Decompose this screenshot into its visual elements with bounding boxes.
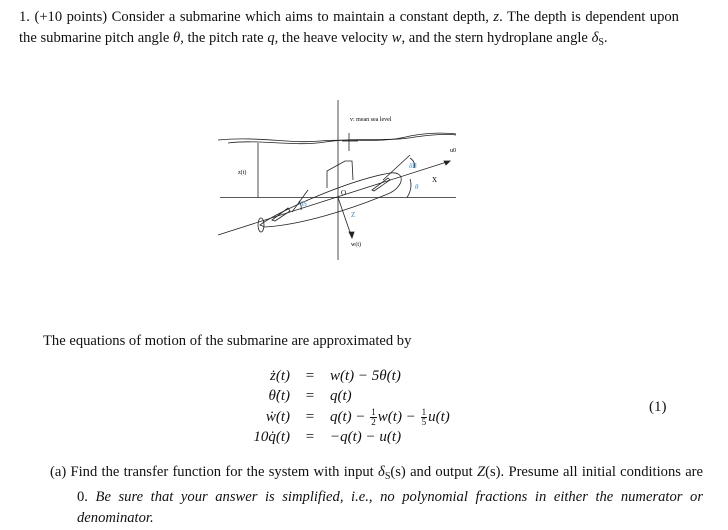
text: , and the stern hydroplane angle: [401, 30, 588, 46]
text: . The depth is dependent upon the submarine pitch angle: [19, 9, 679, 46]
depth-label: z(t): [238, 170, 247, 176]
input-arg: (s): [390, 464, 406, 480]
text: Find the transfer function for the system with input: [70, 464, 374, 480]
equation-row: [240, 428, 450, 449]
equation-rhs: w(t) − 5θ(t): [330, 367, 401, 384]
var-theta: θ: [173, 30, 181, 46]
denominator: 5: [421, 416, 427, 427]
heave-label: w(t): [351, 242, 361, 248]
velocity-label: u0: [450, 148, 456, 154]
equation-system: [240, 366, 450, 448]
text: .: [603, 30, 608, 46]
equation-row: [240, 387, 450, 408]
sea-surface-2: [228, 134, 456, 143]
equals-sign: =: [305, 429, 315, 446]
numerator: 1: [421, 406, 427, 417]
equations-intro: The equations of motion of the submarine are approximated by: [43, 333, 412, 349]
pitch-label: θ: [415, 183, 419, 191]
var-z: z: [493, 9, 500, 25]
fraction: [421, 408, 428, 427]
stern-plane-label: δS: [300, 200, 307, 208]
equation-row: [240, 407, 450, 428]
output-arg: (s): [485, 464, 501, 480]
part-label: (a): [50, 464, 67, 480]
output-var: Z: [477, 464, 486, 480]
submarine-hull: [260, 173, 401, 227]
input-sub: S: [384, 471, 391, 482]
text: , the heave velocity: [274, 30, 389, 46]
body-x-axis: [218, 161, 450, 235]
text: . Presume all initial conditions are 0.: [77, 464, 704, 505]
var-q: q: [267, 30, 275, 46]
var-delta-sub: S: [598, 37, 604, 48]
equation-rhs: −q(t) − u(t): [330, 429, 402, 446]
var-delta: δ: [591, 30, 599, 46]
bow-plane-label: δB: [409, 162, 417, 170]
input-var: δ: [378, 464, 385, 480]
rhs-term: q(t) −: [330, 408, 366, 425]
x-axis-label: X: [432, 176, 438, 184]
fraction: [370, 408, 377, 427]
emphasis-text: Be sure that your answer is simplified, i.e., no polynomial fractions in either the numerator or denominator.: [77, 489, 703, 526]
equals-sign: =: [305, 388, 315, 405]
part-a: [50, 462, 703, 529]
equals-sign: =: [305, 408, 315, 425]
equation-rhs: q(t): [330, 388, 352, 405]
equation-row: [240, 366, 450, 387]
origin-label: O: [341, 189, 347, 197]
text: Consider a submarine which aims to maintain a constant depth,: [111, 9, 489, 25]
equation-number: (1): [649, 399, 667, 415]
var-w: w: [391, 30, 402, 46]
submarine-diagram: [200, 100, 480, 260]
rhs-term: w(t) −: [377, 408, 416, 425]
problem-statement: [19, 7, 679, 53]
equation-lhs: ẇ(t): [265, 408, 290, 425]
denominator: 2: [371, 416, 376, 427]
equation-rhs: [330, 408, 450, 427]
problem-number: 1.: [19, 9, 30, 25]
text: , the pitch rate: [180, 30, 264, 46]
sea-level-label: v: mean sea level: [350, 117, 392, 123]
equals-sign: =: [305, 367, 315, 384]
equation-lhs: θ̇(t): [268, 388, 290, 405]
equation-lhs: ż(t): [270, 367, 290, 384]
numerator: 1: [371, 406, 376, 417]
equation-lhs: 10q̇(t): [253, 429, 290, 446]
text: and output: [410, 464, 473, 480]
z-axis-label: Z: [351, 211, 356, 219]
problem-points: (+10 points): [34, 9, 108, 25]
rhs-term: u(t): [428, 408, 450, 425]
